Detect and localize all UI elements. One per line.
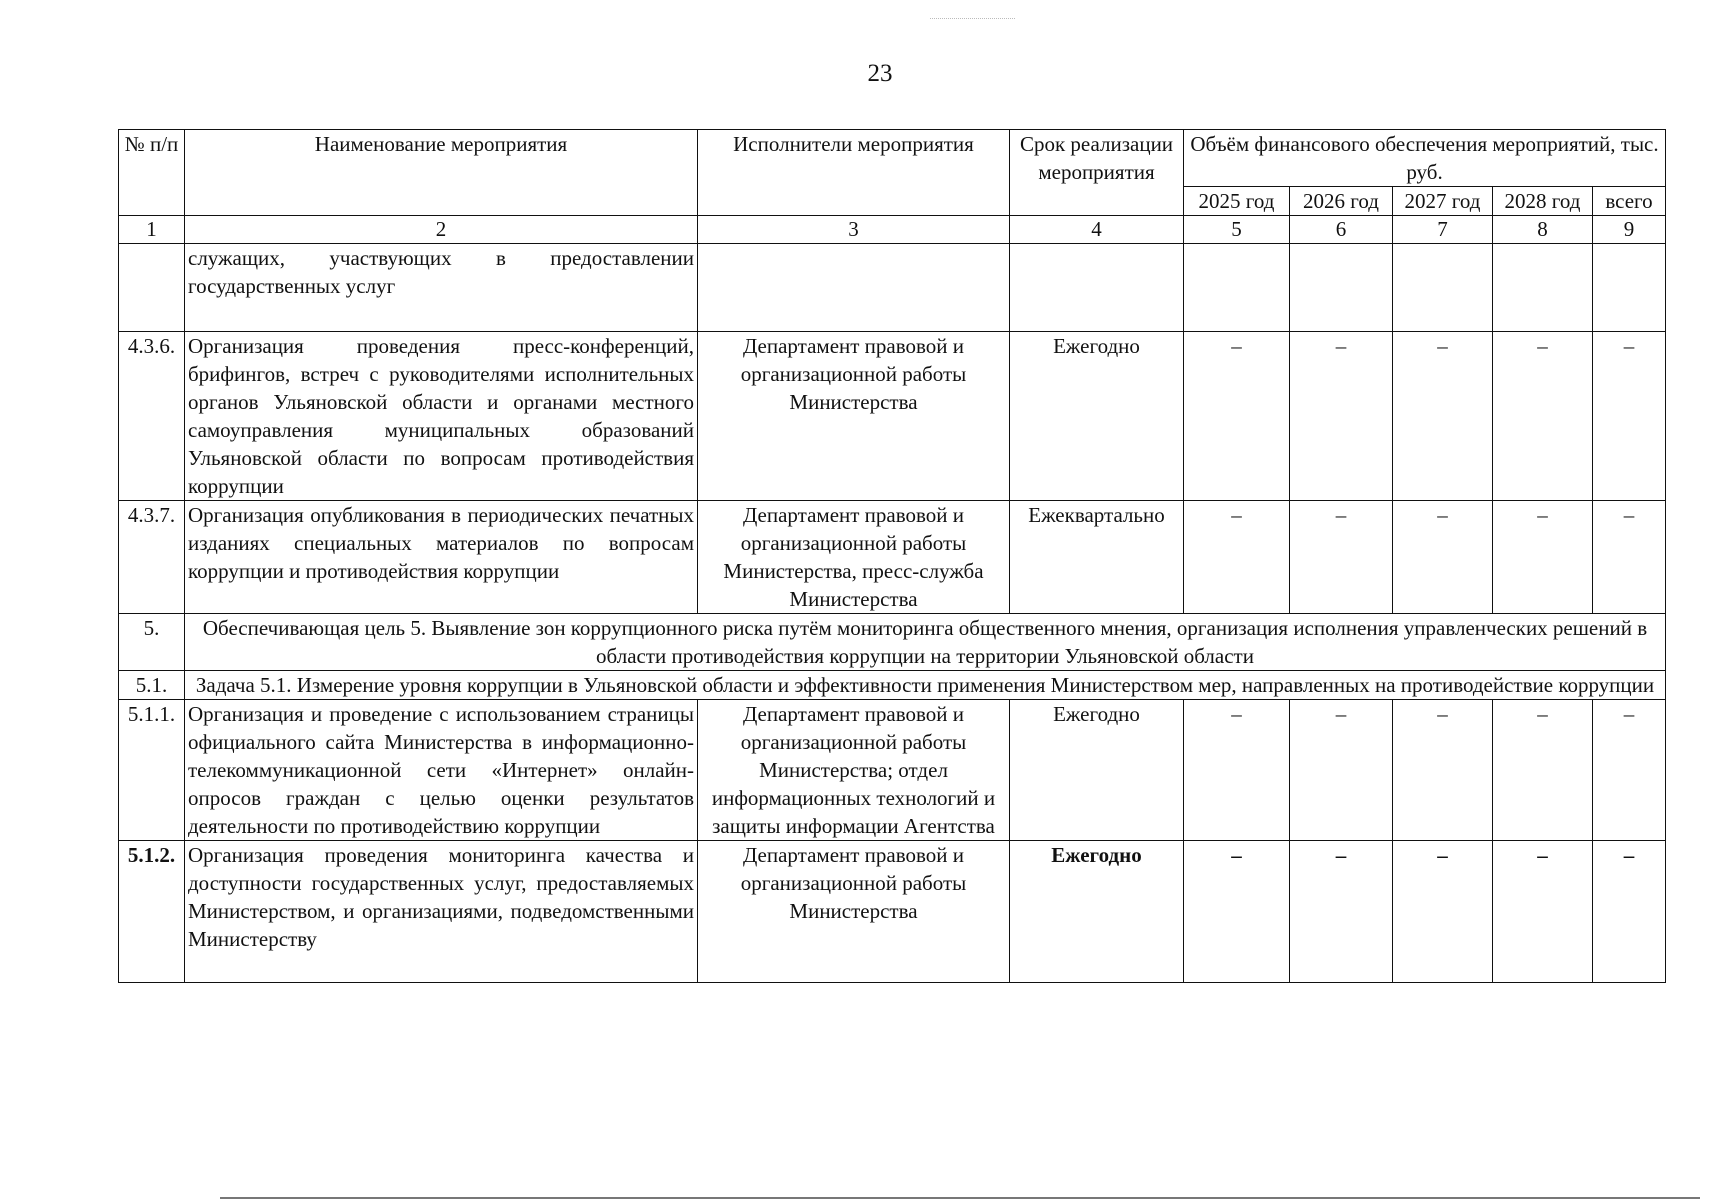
table-row (119, 332, 1666, 501)
row-value-2028: – (1493, 841, 1593, 983)
row-value-2028: – (1493, 332, 1593, 501)
row-value-2027 (1393, 244, 1493, 332)
row-value-2025: – (1184, 501, 1290, 614)
row-value-2026: – (1290, 332, 1393, 501)
row-number (119, 244, 185, 332)
header-total: всего (1593, 187, 1666, 216)
row-value-2027: – (1393, 841, 1493, 983)
row-value-2027: – (1393, 332, 1493, 501)
row-value-2026 (1290, 244, 1393, 332)
column-number: 5 (1184, 216, 1290, 244)
header-executors: Исполнители мероприятия (698, 130, 1010, 216)
row-executors (698, 244, 1010, 332)
row-value-total: – (1593, 501, 1666, 614)
row-name: Организация проведения пресс-конференций, брифингов, встреч с руководителями исполнительных органов Ульяновской области и органами местного самоуправления муниципальных образований Ульяновской области по вопросам противодействия коррупции (185, 332, 698, 501)
row-value-2025: – (1184, 700, 1290, 841)
row-term: Ежегодно (1010, 700, 1184, 841)
column-number: 4 (1010, 216, 1184, 244)
header-term: Срок реализации мероприятия (1010, 130, 1184, 216)
header-year-2026: 2026 год (1290, 187, 1393, 216)
row-number: 4.3.6. (119, 332, 185, 501)
row-value-total (1593, 244, 1666, 332)
row-value-2025: – (1184, 841, 1290, 983)
column-number: 6 (1290, 216, 1393, 244)
measures-table (118, 129, 1666, 983)
task-heading: Задача 5.1. Измерение уровня коррупции в Ульяновской области и эффективности применения Министерством мер, направленных на противодействие коррупции (185, 671, 1666, 700)
column-numbers-row (119, 216, 1666, 244)
scan-smudge (930, 18, 1015, 21)
table-row (119, 841, 1666, 983)
row-value-2028 (1493, 244, 1593, 332)
row-number: 5.1.2. (119, 841, 185, 983)
row-executors: Департамент правовой и организационной работы Министерства; отдел информационных технологий и защиты информации Агентства (698, 700, 1010, 841)
row-number: 5. (119, 614, 185, 671)
table-row (119, 244, 1666, 332)
row-name: Организация и проведение с использованием страницы официального сайта Министерства в информационно-телекоммуникационной сети «Интернет» онлайн-опросов граждан с целью оценки результатов деятельности по противодействию коррупции (185, 700, 698, 841)
footer-rule (220, 1197, 1700, 1199)
row-number: 5.1. (119, 671, 185, 700)
row-value-2027: – (1393, 700, 1493, 841)
goal-heading: Обеспечивающая цель 5. Выявление зон коррупционного риска путём мониторинга общественного мнения, организация исполнения управленческих решений в области противодействия коррупции на территории Ульяновской области (185, 614, 1666, 671)
row-value-2028: – (1493, 501, 1593, 614)
column-number: 8 (1493, 216, 1593, 244)
table-row (119, 501, 1666, 614)
row-value-total: – (1593, 841, 1666, 983)
goal-row (119, 614, 1666, 671)
row-value-total: – (1593, 332, 1666, 501)
row-executors: Департамент правовой и организационной работы Министерства (698, 841, 1010, 983)
row-name: служащих, участвующих в предоставлении государственных услуг (185, 244, 698, 332)
row-term: Ежегодно (1010, 841, 1184, 983)
row-value-2025: – (1184, 332, 1290, 501)
header-finance: Объём финансового обеспечения мероприятий, тыс. руб. (1184, 130, 1666, 187)
row-name: Организация опубликования в периодических печатных изданиях специальных материалов по вопросам коррупции и противодействия коррупции (185, 501, 698, 614)
row-executors: Департамент правовой и организационной работы Министерства, пресс-служба Министерства (698, 501, 1010, 614)
task-row (119, 671, 1666, 700)
column-number: 3 (698, 216, 1010, 244)
row-term (1010, 244, 1184, 332)
page-number: 23 (867, 60, 893, 87)
row-number: 5.1.1. (119, 700, 185, 841)
row-value-2028: – (1493, 700, 1593, 841)
column-number: 1 (119, 216, 185, 244)
header-year-2027: 2027 год (1393, 187, 1493, 216)
header-year-2028: 2028 год (1493, 187, 1593, 216)
column-number: 9 (1593, 216, 1666, 244)
row-executors: Департамент правовой и организационной работы Министерства (698, 332, 1010, 501)
row-value-2027: – (1393, 501, 1493, 614)
column-number: 7 (1393, 216, 1493, 244)
header-row (119, 130, 1666, 187)
header-num: № п/п (119, 130, 185, 216)
row-value-2026: – (1290, 501, 1393, 614)
row-value-2026: – (1290, 700, 1393, 841)
row-name: Организация проведения мониторинга качества и доступности государственных услуг, предоставляемых Министерством, и организациями, подведомственными Министерству (185, 841, 698, 983)
row-value-2025 (1184, 244, 1290, 332)
row-term: Ежегодно (1010, 332, 1184, 501)
row-value-2026: – (1290, 841, 1393, 983)
header-name: Наименование мероприятия (185, 130, 698, 216)
row-number: 4.3.7. (119, 501, 185, 614)
header-year-2025: 2025 год (1184, 187, 1290, 216)
column-number: 2 (185, 216, 698, 244)
row-value-total: – (1593, 700, 1666, 841)
table-row (119, 700, 1666, 841)
row-term: Ежеквартально (1010, 501, 1184, 614)
